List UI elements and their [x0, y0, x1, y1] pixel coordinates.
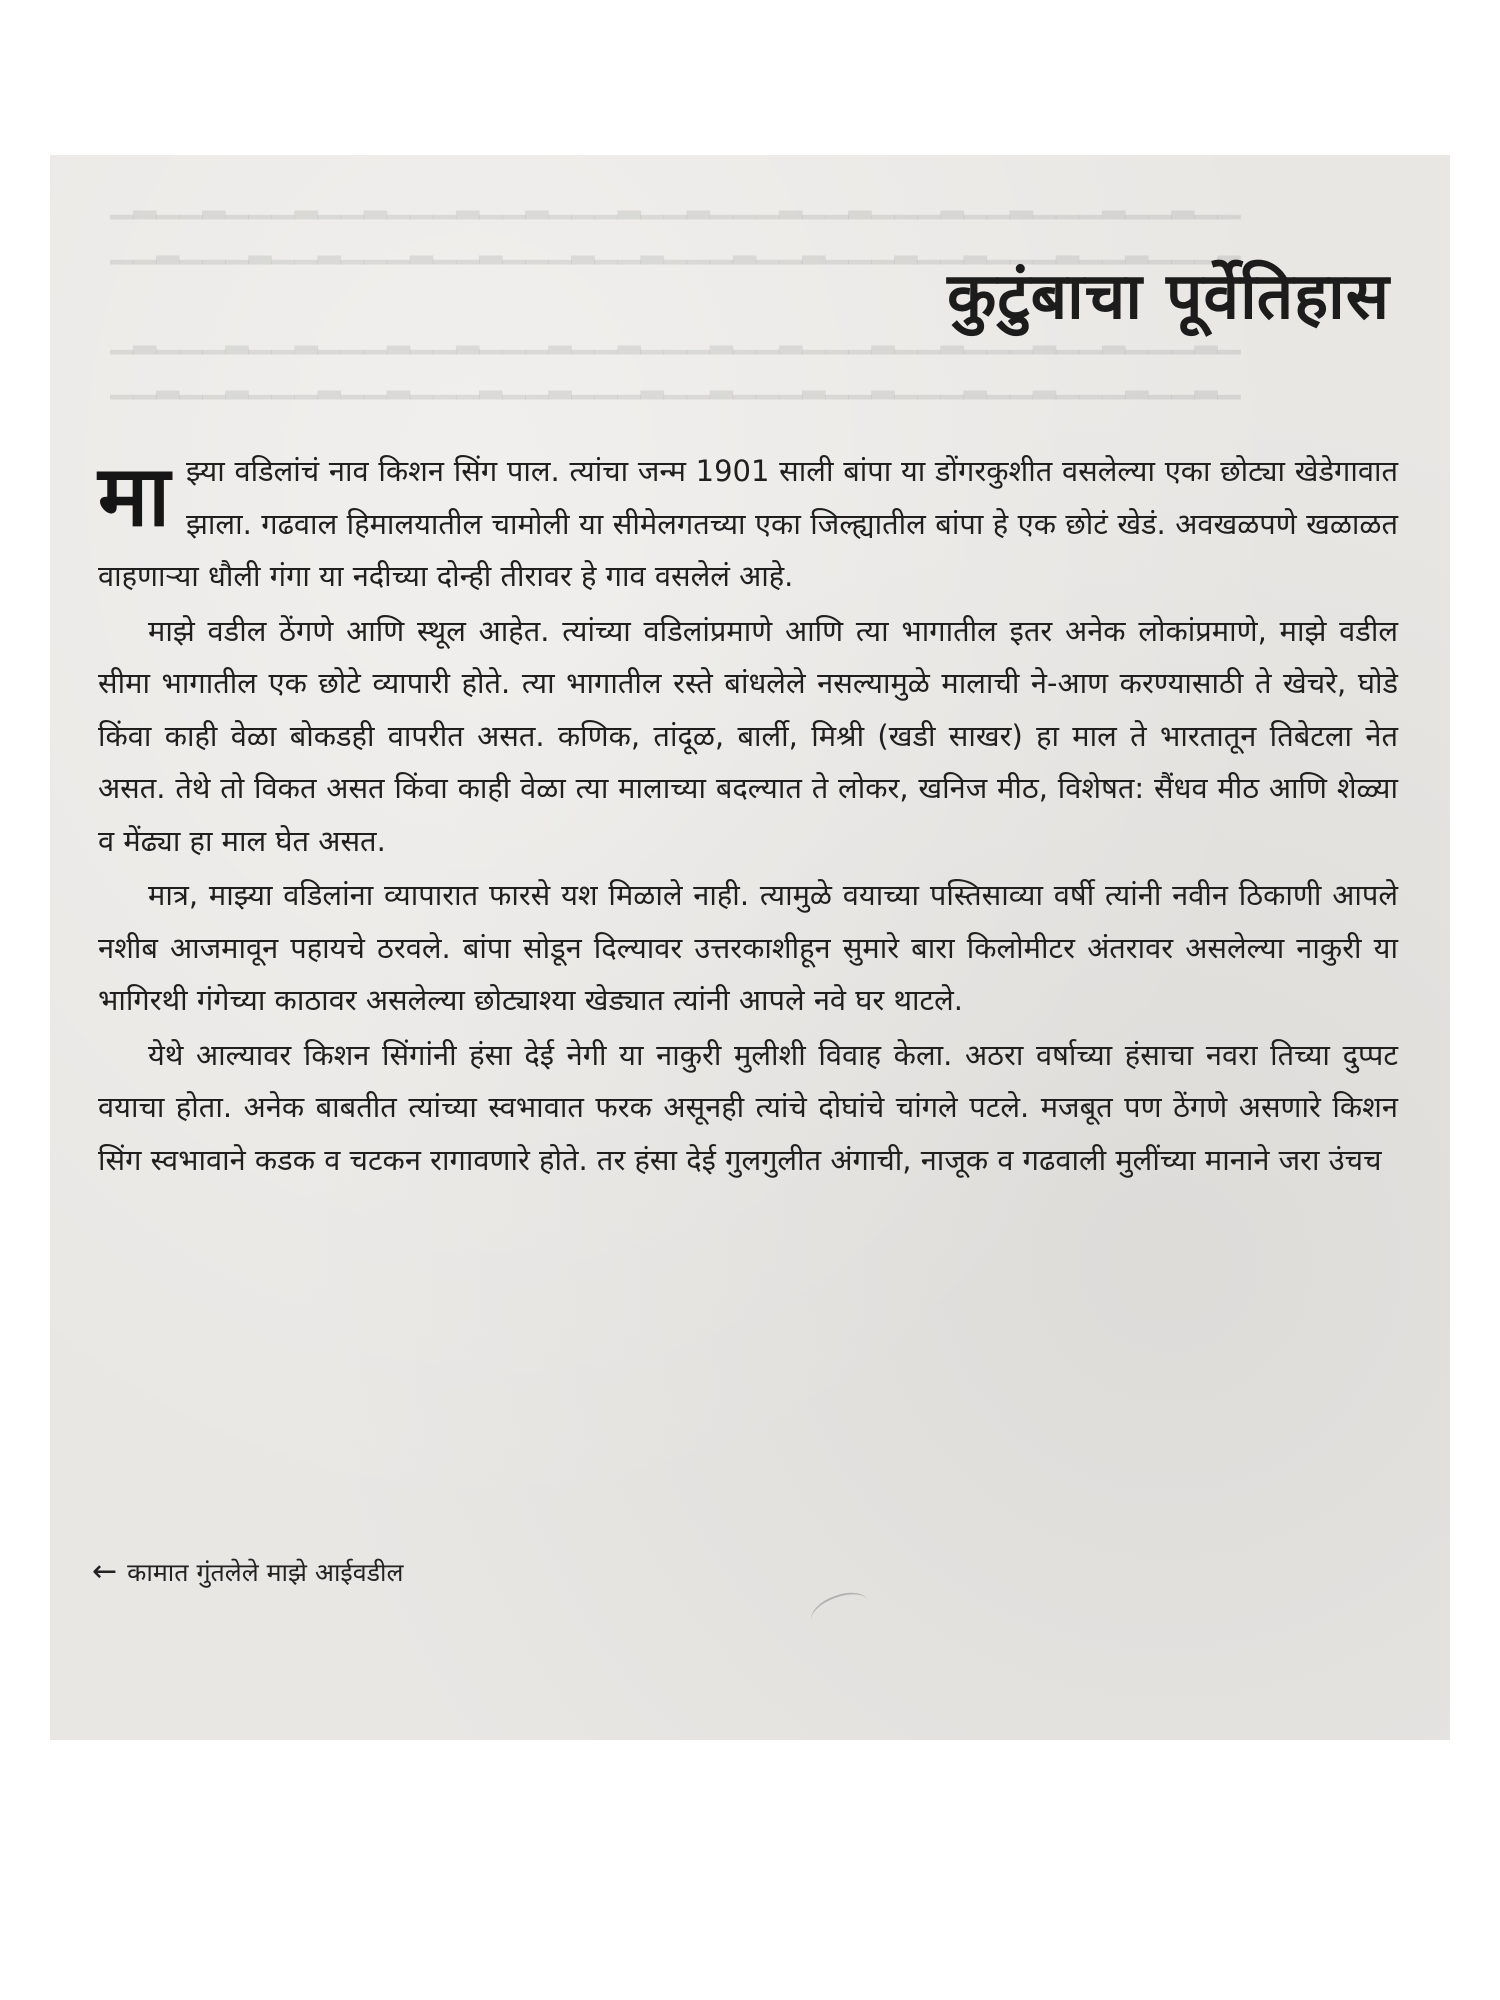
- bleed-through-texture: ▁▁▂▁▁▂▁▁▁▂▁▁▂▁▁▁▂▁▁▂▁▁▁▂▁▁▂▁▁▁▂▁▁▂▁▁▁▂▁▁▂▁▁▁▂▁▁▂▁: [110, 365, 1241, 400]
- drop-cap: मा: [98, 447, 170, 545]
- paragraph-1: [98, 445, 1398, 603]
- caption-text: कामात गुंतलेले माझे आईवडील: [127, 1558, 404, 1587]
- scan-mark: [806, 1586, 873, 1637]
- chapter-title: कुटुंबाचा पूर्वेतिहास: [947, 260, 1390, 334]
- arrow-left-icon: ←: [92, 1554, 118, 1589]
- body-text: [98, 445, 1398, 1188]
- bleed-through-texture: ▁▁▂▁▁▁▂▁▁▂▁▁▁▂▁▁▂▁▁▁▂▁▁▂▁▁▁▂▁▁▂▁▁▁▂▁▁▂▁▁▁▂▁▁▂▁▁▁▂: [110, 230, 1241, 265]
- scanned-page: [50, 155, 1450, 1740]
- photo-caption: [92, 1555, 403, 1589]
- paragraph-4: येथे आल्यावर किशन सिंगांनी हंसा देई नेगी या नाकुरी मुलीशी विवाह केला. अठरा वर्षाच्या हंसाचा नवरा तिच्या दुप्पट वयाचा होता. अनेक बाबतीत त्यांच्या स्वभावात फरक असूनही त्यांचे दोघांचे चांगले पटले. मजबूत पण ठेंगणे असणारे किशन सिंग स्वभावाने कडक व चटकन रागावणारे होते. तर हंसा देई गुलगुलीत अंगाची, नाजूक व गढवाली मुलींच्या मानाने जरा उंचच: [98, 1037, 1398, 1177]
- paragraph-2: माझे वडील ठेंगणे आणि स्थूल आहेत. त्यांच्या वडिलांप्रमाणे आणि त्या भागातील इतर अनेक लोकांप्रमाणे, माझे वडील सीमा भागातील एक छोटे व्यापारी होते. त्या भागातील रस्ते बांधलेले नसल्यामुळे मालाची ने-आण करण्यासाठी ते खेचरे, घोडे किंवा काही वेळा बोकडही वापरीत असत. कणिक, तांदूळ, बार्ली, मिश्री (खडी साखर) हा माल ते भारतातून तिबेटला नेत असत. तेथे तो विकत असत किंवा काही वेळा त्या मालाच्या बदल्यात ते लोकर, खनिज मीठ, विशेषत: सैंधव मीठ आणि शेळ्या व मेंढ्या हा माल घेत असत.: [98, 613, 1398, 858]
- paragraph-3: मात्र, माझ्या वडिलांना व्यापारात फारसे यश मिळाले नाही. त्यामुळे वयाच्या पस्तिसाव्या वर्षी त्यांनी नवीन ठिकाणी आपले नशीब आजमावून पहायचे ठरवले. बांपा सोडून दिल्यावर उत्तरकाशीहून सुमारे बारा किलोमीटर अंतरावर असलेल्या नाकुरी या भागिरथी गंगेच्या काठावर असलेल्या छोट्याश्या खेड्यात त्यांनी आपले नवे घर थाटले.: [98, 878, 1398, 1017]
- bleed-through-texture: ▁▂▁▁▂▁▁▁▂▁▁▂▁▁▁▂▁▁▂▁▁▁▂▁▁▂▁▁▁▂▁▁▂▁▁▁▂▁▁▂▁▁▁▂▁▁▂▁▁: [110, 185, 1241, 220]
- paragraph-1-text: झ्या वडिलांचं नाव किशन सिंग पाल. त्यांचा जन्म 1901 साली बांपा या डोंगरकुशीत वसलेल्या एका छोट्या खेडेगावात झाला. गढवाल हिमालयातील चामोली या सीमेलगतच्या एका जिल्ह्यातील बांपा हे एक छोटं खेडं. अवखळपणे खळाळत वाहणाऱ्या धौली गंगा या नदीच्या दोन्ही तीरावर हे गाव वसलेलं आहे.: [98, 454, 1398, 593]
- bleed-through-texture: ▁▂▁▁▁▂▁▁▂▁▁▁▂▁▁▂▁▁▁▂▁▁▂▁▁▁▂▁▁▂▁▁▁▂▁▁▂▁▁▁▂▁▁▂▁▁▁▂▁: [110, 320, 1241, 355]
